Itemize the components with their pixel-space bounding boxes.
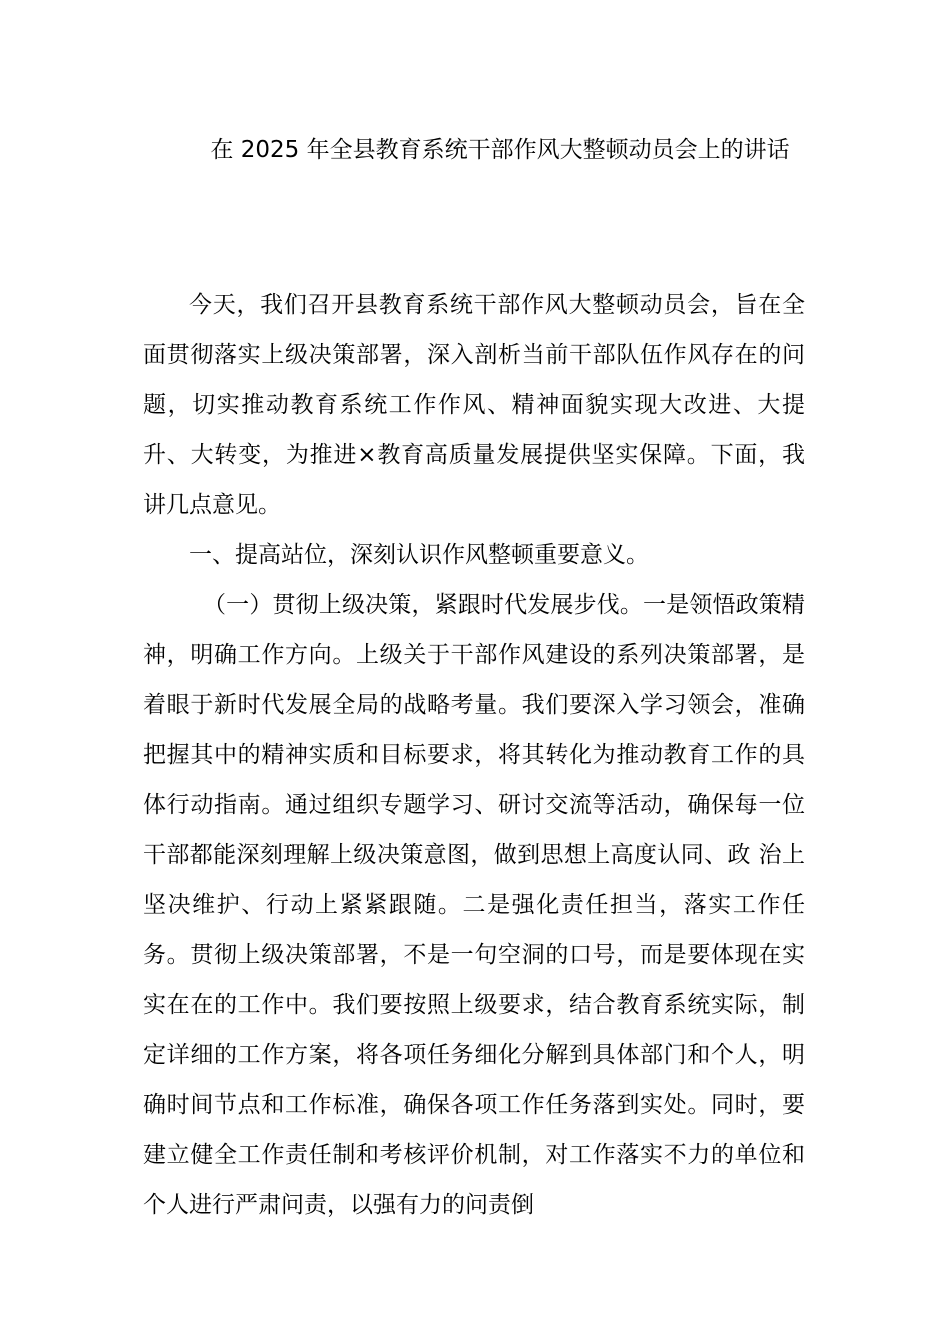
document-title: 在 2025 年全县教育系统干部作风大整顿动员会上的讲话 xyxy=(210,137,790,163)
section-1-1-paragraph: （一）贯彻上级决策，紧跟时代发展步伐。一是领悟政策精神，明确工作方向。上级关于干部作风建设的系列决策部署，是着眼于新时代发展全局的战略考量。我们要深入学习领会，准确把握其中的精神实质和目标要求，将其转化为推动教育工作的具体行动指南。通过组织专题学习、研讨交流等活动，确保每一位干部都能深刻理解上级决策意图，做到思想上高度认同、政 治上坚决维护、行动上紧紧跟随。二是强化责任担当，落实工作任务。贯彻上级决策部署，不是一句空洞的口号，而是要体现在实实在在的工作中。我们要按照上级要求，结合教育系统实际，制定详细的工作方案，将各项任务细化分解到具体部门和个人，明确时间节点和工作标准，确保各项工作任务落到实处。同时，要建立健全工作责任制和考核评价机制，对工作落实不力的单位和个人进行严肃问责，以强有力的问责倒 xyxy=(143,592,805,1218)
document-body xyxy=(143,280,805,1230)
section-heading-1: 一、提高站位，深刻认识作风整顿重要意义。 xyxy=(189,542,649,568)
intro-paragraph: 今天，我们召开县教育系统干部作风大整顿动员会，旨在全面贯彻落实上级决策部署，深入剖析当前干部队伍作风存在的问题，切实推动教育系统工作作风、精神面貌实现大改进、大提升、大转变，为推进×教育高质量发展提供坚实保障。下面，我讲几点意见。 xyxy=(143,292,805,518)
